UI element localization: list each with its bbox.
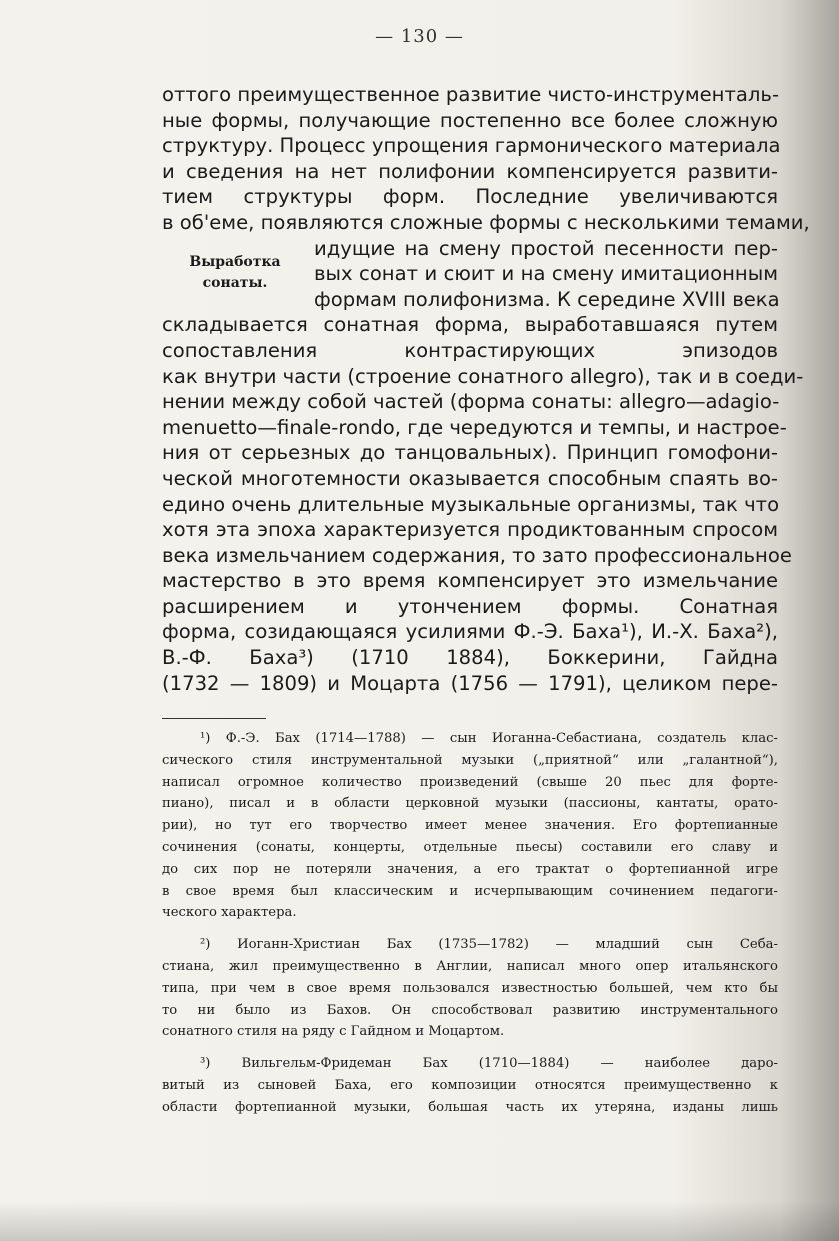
text-line: В.-Ф. Баха³) (1710 1884), Боккерини, Гайдна: [162, 646, 778, 670]
footnote-line: области фортепианной музыки, большая часть их утеряна, изданы лишь: [162, 1099, 778, 1115]
text-line: ния от серьезных до танцовальных). Принцип гомофони-: [162, 441, 778, 465]
text-line: едино очень длительные музыкальные организмы, так что: [162, 492, 780, 516]
text-line: и сведения на нет полифонии компенсируется развити-: [162, 159, 778, 183]
footnote-line: то ни было из Бахов. Он способствовал развитию инструментального: [162, 1002, 778, 1018]
footnote-line: сочинения (сонаты, концерты, отдельные пьесы) составили его славу и: [162, 839, 778, 855]
text-line: форма, созидающаяся усилиями Ф.-Э. Баха¹), И.-Х. Баха²),: [162, 620, 778, 644]
footnote-2: [162, 934, 778, 1043]
main-text: [162, 82, 810, 696]
text-line: идущие на смену простой песенности пер-: [314, 236, 778, 260]
footnote-3: [162, 1053, 778, 1118]
footnote-line: стиана, жил преимущественно в Англии, написал много опер итальянского: [162, 958, 778, 974]
text-line: мастерство в это время компенсирует это измельчание: [162, 569, 778, 593]
footnote-line: в свое время был классическим и исчерпывающим сочинением педагоги-: [162, 883, 778, 899]
footnote-line: рии), но тут его творчество имеет менее значения. Его фортепианные: [162, 818, 778, 834]
footnote-line: пиано), писал и в области церковной музыки (пассионы, кантаты, орато-: [162, 796, 778, 812]
text-line: сопоставления контрастирующих эпизодов: [162, 338, 778, 362]
text-line: в об'еме, появляются сложные формы с несколькими темами,: [162, 210, 810, 234]
footnote-line: ²) Иоганн-Христиан Бах (1735—1782) — младший сын Себа-: [200, 937, 778, 953]
text-line: menuetto—finale-rondo, где чередуются и темпы, и настрое-: [162, 415, 787, 439]
page-number: — 130 —: [375, 26, 464, 47]
text-line: складывается сонатная форма, выработавшаяся путем: [162, 313, 778, 337]
footnotes: [162, 728, 778, 1129]
footnote-1: [162, 728, 778, 924]
text-line: тием структуры форм. Последние увеличиваются: [162, 185, 778, 209]
text-line: как внутри части (строение сонатного allegro), так и в соеди-: [162, 364, 804, 388]
footnote-line: ческого характера.: [162, 905, 297, 921]
footnote-line: сического стиля инструментальной музыки („приятной“ или „галантной“),: [162, 752, 778, 768]
text-line: (1732 — 1809) и Моцарта (1756 — 1791), целиком пере-: [162, 671, 778, 695]
footnote-line: до сих пор не потеряли значения, а его трактат о фортепианной игре: [162, 861, 778, 877]
text-line: нении между собой частей (форма сонаты: allegro—adagio-: [162, 390, 780, 414]
text-line: века измельчанием содержания, то зато профессиональное: [162, 543, 792, 567]
text-line: ческой многотемности оказывается способным спаять во-: [162, 466, 778, 490]
margin-note-line: сонаты.: [202, 275, 268, 291]
footnote-line: типа, при чем в свое время пользовался известностью большей, чем кто бы: [162, 980, 778, 996]
footnote-line: написал огромное количество произведений (свыше 20 пьес для форте-: [162, 774, 778, 790]
footnote-line: ¹) Ф.-Э. Бах (1714—1788) — сын Иоганна-Себастиана, создатель клас-: [200, 731, 778, 746]
text-line: хотя эта эпоха характеризуется продиктованным спросом: [162, 518, 778, 542]
text-line: формам полифонизма. К середине XVIII века: [314, 287, 780, 311]
footnote-divider: [162, 718, 266, 719]
text-line: оттого преимущественное развитие чисто-инструменталь-: [162, 83, 780, 106]
text-line: вых сонат и сюит и на смену имитационным: [314, 262, 778, 286]
margin-note-line: Выработка: [189, 254, 281, 270]
text-line: ные формы, получающие постепенно все более сложную: [162, 108, 778, 132]
footnote-line: сонатного стиля на ряду с Гайдном и Моцартом.: [162, 1024, 505, 1040]
text-line: структуру. Процесс упрощения гармонического материала: [162, 134, 781, 158]
footnote-line: витый из сыновей Баха, его композиции относятся преимущественно к: [162, 1077, 778, 1093]
footnote-line: ³) Вильгельм-Фридеман Бах (1710—1884) — наиболее даро-: [200, 1056, 778, 1072]
text-line: расширением и утончением формы. Сонатная: [162, 594, 778, 618]
